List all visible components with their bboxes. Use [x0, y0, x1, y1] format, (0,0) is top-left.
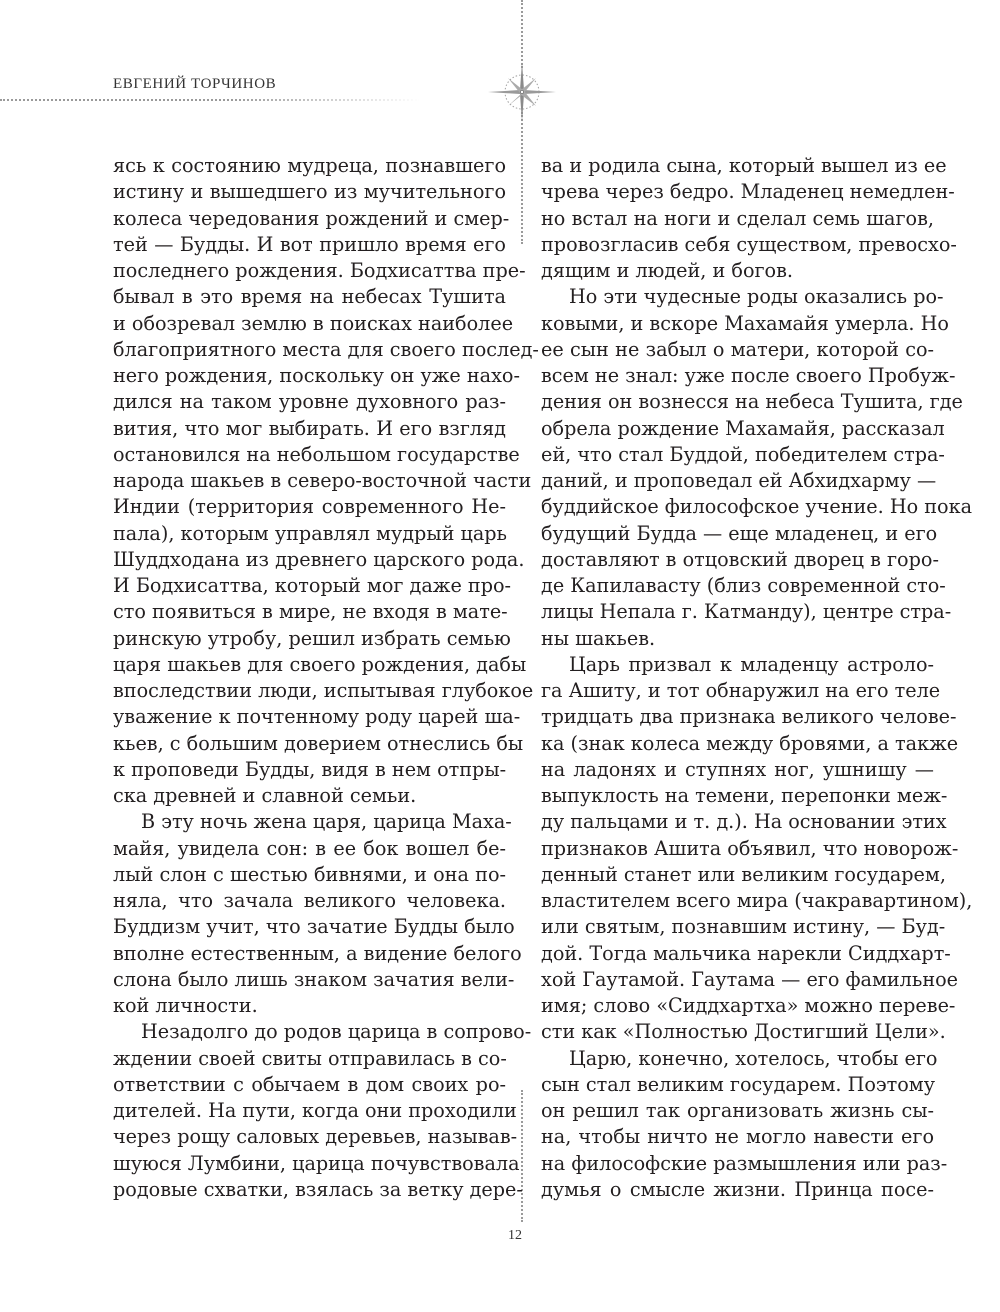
- text-line: ринскую утробу, решил избрать семью: [113, 626, 511, 650]
- text-line: провозгласив себя существом, превосхо-: [541, 232, 957, 256]
- text-line: имя; слово «Сиддхартха» можно переве-: [541, 994, 956, 1017]
- paragraph-first-line: Незадолго до родов царица в сопрово-: [141, 1020, 532, 1044]
- text-line: всем не знал: уже после своего Пробуж-: [541, 364, 956, 387]
- text-line: Индии (территория современного Не-: [113, 495, 506, 519]
- text-column-right: [541, 153, 973, 1203]
- text-line: даний, и проповедал ей Абхидхарму —: [541, 469, 937, 492]
- text-line: кьев, с большим доверием отнеслись бы: [113, 731, 524, 755]
- text-line: ждении своей свиты отправилась в со-: [113, 1046, 507, 1070]
- text-line: буддийское философское учение. Но пока: [541, 495, 973, 519]
- text-line: ответствии с обычаем в дом своих ро-: [113, 1072, 506, 1096]
- text-line: дения он вознесся на небеса Тушита, где: [541, 390, 963, 414]
- paragraph-first-line: Царь призвал к младенцу астроло-: [569, 652, 934, 676]
- text-line: пала), которым управлял мудрый царь: [113, 521, 507, 545]
- header-dotted-rule: [0, 99, 420, 101]
- text-line: он решил так организовать жизнь сы-: [541, 1099, 934, 1122]
- text-line: И Бодхисаттва, который мог даже про-: [113, 574, 512, 597]
- text-line: дой. Тогда мальчика нарекли Сиддхарт-: [541, 941, 951, 965]
- text-line: га Ашиту, и тот обнаружил на его теле: [541, 679, 941, 702]
- text-line: чрева через бедро. Младенец немедлен-: [541, 180, 955, 204]
- text-column-left: [113, 153, 539, 1203]
- text-line: денный станет или великим государем,: [541, 862, 946, 886]
- text-line: ей, что стал Буддой, победителем стра-: [541, 442, 945, 466]
- text-line: впоследствии люди, испытывая глубокое: [113, 679, 534, 702]
- text-line: обрела рождение Махамайя, рассказал: [541, 416, 945, 440]
- text-line: Буддизм учит, что зачатие Будды было: [113, 915, 515, 939]
- text-line: лицы Непала г. Катманду), центре стра-: [541, 600, 952, 624]
- text-line: думья о смысле жизни. Принца посе-: [541, 1177, 934, 1201]
- text-line: него рождения, поскольку он уже нахо-: [113, 364, 520, 387]
- paragraph-first-line: В эту ночь жена царя, царица Маха-: [141, 810, 512, 834]
- text-line: ясь к состоянию мудреца, познавшего: [113, 154, 506, 177]
- page-number: 12: [508, 1228, 522, 1243]
- text-line: сти как «Полностью Достигший Цели».: [541, 1020, 946, 1044]
- text-line: остановился на небольшом государстве: [113, 442, 520, 466]
- text-line: но встал на ноги и сделал семь шагов,: [541, 206, 934, 230]
- text-line: вития, что мог выбирать. И его взгляд: [113, 416, 506, 440]
- running-head-author: ЕВГЕНИЙ ТОРЧИНОВ: [113, 76, 277, 92]
- text-line: уважение к почтенному роду царей ша-: [113, 705, 521, 729]
- text-line: ду пальцами и т. д.). На основании этих: [541, 810, 947, 834]
- text-line: дился на таком уровне духовного раз-: [113, 390, 506, 414]
- text-line: признаков Ашита объявил, что новорож-: [541, 836, 959, 860]
- text-line: кой личности.: [113, 994, 258, 1017]
- text-line: выпуклость на темени, перепонки меж-: [541, 784, 948, 807]
- text-line: дителей. На пути, когда они проходили: [113, 1099, 517, 1122]
- text-line: няла, что зачала великого человека.: [113, 889, 506, 912]
- text-line: и обозревал землю в поисках наиболее: [113, 311, 514, 335]
- text-line: доставляют в отцовский дворец в горо-: [541, 547, 939, 571]
- text-line: на, чтобы ничто не могло навести его: [541, 1125, 934, 1149]
- compass-rose-icon: [488, 58, 556, 126]
- text-line: слона было лишь знаком зачатия вели-: [113, 967, 515, 991]
- text-line: властителем всего мира (чакравартином),: [541, 889, 973, 912]
- text-line: царя шакьев для своего рождения, дабы: [113, 652, 527, 676]
- text-line: будущий Будда — еще младенец, и его: [541, 521, 938, 545]
- text-line: благоприятного места для своего послед-: [113, 337, 539, 361]
- text-line: шуюся Лумбини, царица почувствовала: [113, 1151, 520, 1175]
- text-line: лый слон с шестью бивнями, и она по-: [113, 862, 506, 886]
- text-line: Шуддходана из древнего царского рода.: [113, 547, 525, 571]
- text-line: ее сын не забыл о матери, которой со-: [541, 337, 934, 361]
- text-line: ны шакьев.: [541, 626, 656, 650]
- text-line: на ладонях и ступнях ног, ушнишу —: [541, 757, 934, 781]
- text-line: колеса чередования рождений и смер-: [113, 206, 510, 230]
- text-line: дящим и людей, и богов.: [541, 259, 794, 282]
- text-line: через рощу саловых деревьев, называв-: [113, 1125, 518, 1149]
- text-line: тей — Будды. И вот пришло время его: [113, 232, 506, 256]
- text-line: истину и вышедшего из мучительного: [113, 180, 506, 204]
- text-line: на философские размышления или раз-: [541, 1151, 948, 1175]
- text-line: последнего рождения. Бодхисаттва пре-: [113, 259, 526, 282]
- text-line: хой Гаутамой. Гаутама — его фамильное: [541, 967, 959, 991]
- text-line: ска древней и славной семьи.: [113, 784, 417, 807]
- text-line: народа шакьев в северо-восточной части: [113, 469, 532, 492]
- center-dotted-rule-upper: [521, 112, 523, 244]
- text-line: сто появиться в мире, не входя в мате-: [113, 600, 508, 624]
- paragraph-first-line: Но эти чудесные роды оказались ро-: [569, 285, 944, 309]
- text-line: или святым, познавшим истину, — Буд-: [541, 915, 946, 939]
- text-line: де Капилавасту (близ современной сто-: [541, 574, 946, 597]
- text-line: к проповеди Будды, видя в нем отпры-: [113, 757, 507, 781]
- paragraph-first-line: Царю, конечно, хотелось, чтобы его: [569, 1046, 938, 1070]
- text-line: ковыми, и вскоре Махамайя умерла. Но: [541, 311, 949, 335]
- text-line: бывал в это время на небесах Тушита: [113, 285, 506, 309]
- center-dotted-rule-lower: [521, 1090, 523, 1222]
- text-line: сын стал великим государем. Поэтому: [541, 1072, 935, 1096]
- text-line: родовые схватки, взялась за ветку дере-: [113, 1177, 523, 1201]
- text-line: ка (знак колеса между бровями, а также: [541, 731, 959, 755]
- text-line: майя, увидела сон: в ее бок вошел бе-: [113, 836, 506, 860]
- text-line: вполне естественным, а видение белого: [113, 941, 522, 965]
- text-line: тридцать два признака великого челове-: [541, 705, 957, 729]
- text-line: ва и родила сына, который вышел из ее: [541, 154, 947, 177]
